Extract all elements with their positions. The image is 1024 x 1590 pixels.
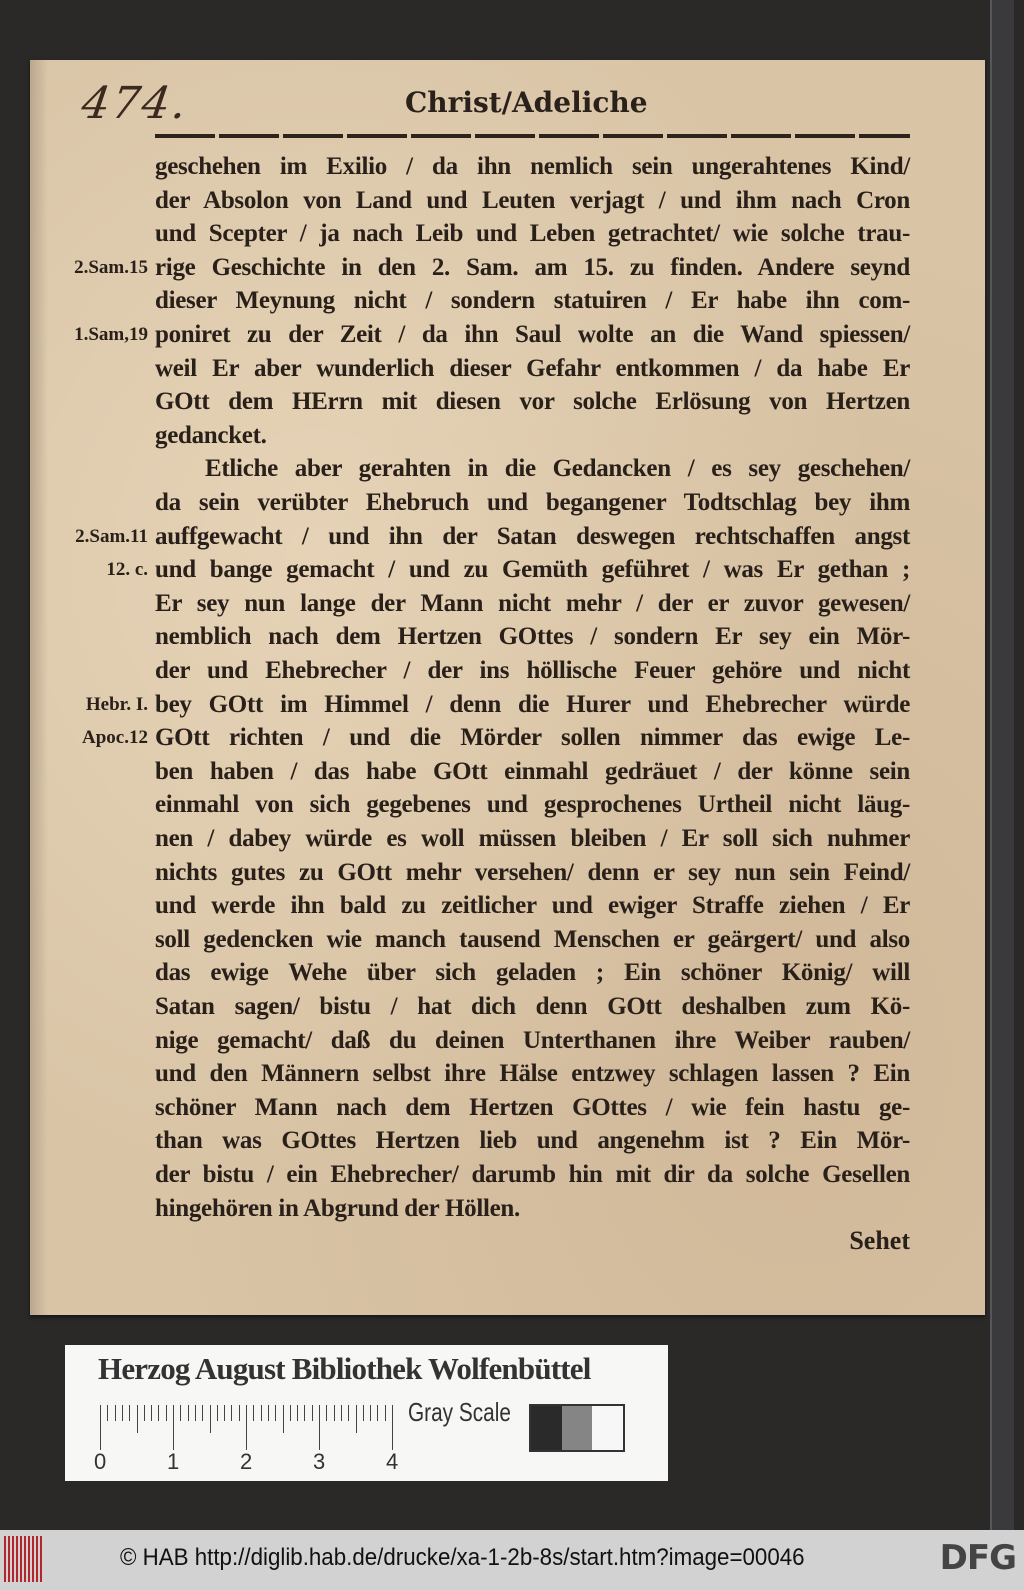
ruler-tick bbox=[239, 1405, 240, 1421]
ruler-tick bbox=[370, 1405, 371, 1421]
ruler-tick bbox=[385, 1405, 386, 1421]
text-line: ben haben / das habe GOtt einmahl gedräuet / der könne sein bbox=[155, 757, 910, 785]
text-line: da sein verübter Ehebruch und begangener Todtschlag bey ihm bbox=[155, 489, 910, 516]
ruler-number: 3 bbox=[313, 1449, 326, 1474]
text-line: das ewige Wehe über sich geladen ; Ein schöner König/ will bbox=[155, 959, 910, 987]
ruler-tick bbox=[268, 1405, 269, 1421]
text-line: und bange gemacht / und zu Gemüth geführet / was Er gethan ; bbox=[155, 556, 910, 584]
ruler-tick bbox=[100, 1405, 101, 1450]
ruler-tick bbox=[334, 1405, 335, 1421]
ruler-tick bbox=[283, 1405, 284, 1433]
catchword: Sehet bbox=[849, 1226, 910, 1255]
gray-scale-swatches bbox=[529, 1404, 625, 1452]
ruler-tick bbox=[166, 1405, 167, 1421]
ruler-tick bbox=[356, 1405, 357, 1433]
ruler-tick bbox=[195, 1405, 196, 1421]
ruler-tick bbox=[246, 1405, 247, 1450]
margin-note: 1.Sam,19 bbox=[74, 324, 148, 345]
text-line: soll gedencken wie manch tausend Menschen er geärgert/ und also bbox=[155, 925, 910, 953]
margin-note: Hebr. I. bbox=[85, 693, 148, 715]
text-line: und den Männern selbst ihre Hälse entzwey schlagen lassen ? Ein bbox=[155, 1060, 910, 1088]
text-line: than was GOttes Hertzen lieb und angenehm ist ? Ein Mör- bbox=[155, 1127, 910, 1155]
header-rule bbox=[155, 134, 910, 138]
ruler-tick bbox=[261, 1405, 262, 1421]
text-line: geschehen im Exilio / da ihn nemlich sein ungerahtenes Kind/ bbox=[155, 153, 910, 180]
ruler-tick bbox=[158, 1405, 159, 1421]
book-page bbox=[30, 60, 985, 1315]
ruler-number: 4 bbox=[386, 1449, 399, 1474]
text-line: Er sey nun lange der Mann nicht mehr / der er zuvor gewesen/ bbox=[155, 589, 910, 617]
ruler-tick bbox=[341, 1405, 342, 1421]
margin-note: 2.Sam.15 bbox=[74, 256, 148, 278]
color-card bbox=[65, 1345, 668, 1481]
ruler-tick bbox=[173, 1405, 174, 1450]
ruler-tick bbox=[210, 1405, 211, 1433]
footer-bar bbox=[0, 1530, 1024, 1590]
running-head: Christ/Adeliche bbox=[405, 86, 648, 119]
ruler-tick bbox=[217, 1405, 218, 1421]
ruler-tick bbox=[115, 1405, 116, 1421]
ruler-tick bbox=[180, 1405, 181, 1421]
margin-note: Apoc.12 bbox=[82, 727, 148, 749]
text-line: Satan sagen/ bistu / hat dich denn GOtt deshalben zum Kö- bbox=[155, 993, 910, 1020]
text-line: und Scepter / ja nach Leib und Leben getrachtet/ wie solche trau- bbox=[155, 220, 910, 248]
ruler-tick bbox=[377, 1405, 378, 1421]
text-line: bey GOtt im Himmel / denn die Hurer und Ehebrecher würde bbox=[155, 690, 910, 718]
page-number: 474. bbox=[78, 78, 192, 129]
ruler-tick bbox=[137, 1405, 138, 1433]
hab-logo-icon bbox=[4, 1536, 46, 1582]
ruler-number: 2 bbox=[240, 1449, 253, 1474]
ruler-tick bbox=[129, 1405, 130, 1421]
copyright-link[interactable]: © HAB http://diglib.hab.de/drucke/xa-1-2b-8s/start.htm?image=00046 bbox=[120, 1544, 805, 1571]
dfg-logo: DFG bbox=[939, 1538, 1016, 1578]
ruler-tick bbox=[326, 1405, 327, 1421]
text-line: rige Geschichte in den 2. Sam. am 15. zu finden. Andere seynd bbox=[155, 253, 910, 281]
text-line: der bistu / ein Ehebrecher/ darumb hin mit dir da solche Gesellen bbox=[155, 1161, 910, 1188]
text-line: der Absolon von Land und Leuten verjagt / und ihm nach Cron bbox=[155, 186, 910, 214]
text-line: poniret zu der Zeit / da ihn Saul wolte an die Wand spiessen/ bbox=[155, 321, 910, 348]
ruler-tick bbox=[348, 1405, 349, 1421]
ruler-tick bbox=[312, 1405, 313, 1421]
text-line: auffgewacht / und ihn der Satan deswegen rechtschaffen angst bbox=[155, 522, 910, 550]
gray-swatch bbox=[531, 1406, 562, 1450]
text-line: der und Ehebrecher / der ins höllische Feuer gehöre und nicht bbox=[155, 657, 910, 684]
ruler-tick bbox=[107, 1405, 108, 1421]
ruler-tick bbox=[253, 1405, 254, 1421]
text-line: hingehören in Abgrund der Höllen. bbox=[155, 1194, 520, 1222]
text-line: einmahl von sich gegebenes und gesprochenes Urtheil nicht läug- bbox=[155, 791, 910, 819]
text-line: weil Er aber wunderlich dieser Gefahr entkommen / da habe Er bbox=[155, 354, 910, 382]
ruler-tick bbox=[392, 1405, 393, 1450]
text-line: nemblich nach dem Hertzen GOttes / sondern Er sey ein Mör- bbox=[155, 623, 910, 651]
ruler-tick bbox=[231, 1405, 232, 1421]
scale-ruler bbox=[100, 1405, 250, 1450]
text-line: schöner Mann nach dem Hertzen GOttes / wie fein hastu ge- bbox=[155, 1093, 910, 1121]
adjacent-page-edge bbox=[990, 0, 1014, 1530]
text-line: nen / dabey würde es woll müssen bleiben / Er soll sich nuhmer bbox=[155, 825, 910, 852]
ruler-tick bbox=[224, 1405, 225, 1421]
ruler-tick bbox=[297, 1405, 298, 1421]
text-line: nichts gutes zu GOtt mehr versehen/ denn er sey nun sein Feind/ bbox=[155, 858, 910, 886]
text-line: dieser Meynung nicht / sondern statuiren / Er habe ihn com- bbox=[155, 287, 910, 315]
ruler-tick bbox=[363, 1405, 364, 1421]
ruler-tick bbox=[144, 1405, 145, 1421]
ruler-tick bbox=[275, 1405, 276, 1421]
text-line: nige gemacht/ daß du deinen Unterthanen ihre Weiber rauben/ bbox=[155, 1026, 910, 1054]
gray-swatch bbox=[562, 1406, 593, 1450]
margin-note: 12. c. bbox=[106, 559, 148, 581]
ruler-tick bbox=[202, 1405, 203, 1421]
text-line: gedancket. bbox=[155, 421, 267, 449]
ruler-tick bbox=[319, 1405, 320, 1450]
ruler-number: 1 bbox=[167, 1449, 180, 1474]
text-line: Etliche aber gerahten in die Gedancken / es sey geschehen/ bbox=[205, 455, 910, 483]
text-line: GOtt richten / und die Mörder sollen nimmer das ewige Le- bbox=[155, 724, 910, 752]
ruler-tick bbox=[122, 1405, 123, 1421]
ruler-tick bbox=[304, 1405, 305, 1421]
gray-scale-label: Gray Scale bbox=[408, 1397, 511, 1427]
ruler-number: 0 bbox=[94, 1449, 107, 1474]
text-line: GOtt dem HErrn mit diesen vor solche Erlösung von Hertzen bbox=[155, 388, 910, 416]
text-line: und werde ihn bald zu zeitlicher und ewiger Straffe ziehen / Er bbox=[155, 892, 910, 920]
gray-swatch bbox=[592, 1406, 623, 1450]
ruler-tick bbox=[151, 1405, 152, 1421]
library-name: Herzog August Bibliothek Wolfenbüttel bbox=[98, 1351, 591, 1386]
ruler-tick bbox=[188, 1405, 189, 1421]
margin-note: 2.Sam.11 bbox=[75, 525, 148, 547]
ruler-tick bbox=[290, 1405, 291, 1421]
